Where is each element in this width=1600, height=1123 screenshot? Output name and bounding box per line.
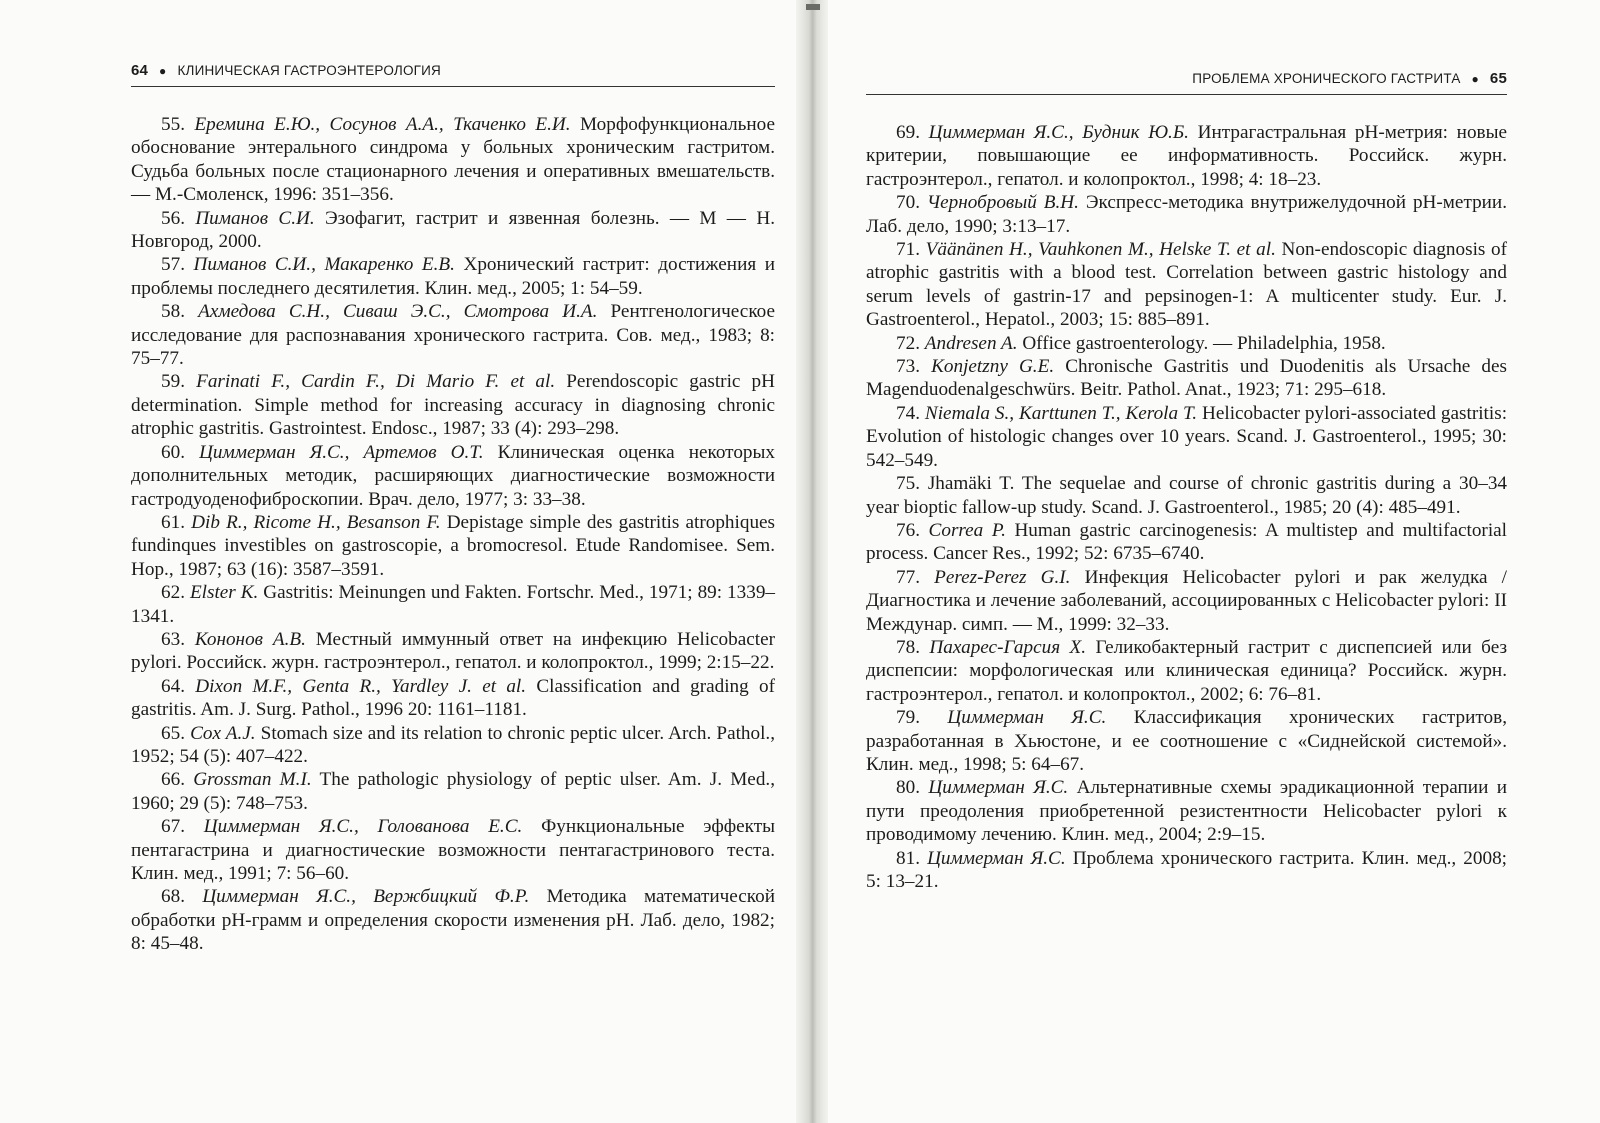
- reference-text: Методика математической обработки pH-грамм и определения скорости изменения pH. Лаб. дело, 1982; 8: 45–48.: [131, 886, 776, 955]
- reference-number: 73.: [896, 356, 920, 378]
- reference-text: Эзофагит, гастрит и язвенная болезнь. — М — Н. Новгород, 2000.: [131, 207, 775, 253]
- reference-text: Chronische Gastritis und Duodenitis als Ursache des Magenduodenalgeschwürs. Beitr. Pathol. Anat., 1923; 71: 295–618.: [866, 356, 1507, 401]
- reference-item: [866, 191, 1507, 238]
- reference-number: 71.: [896, 239, 920, 261]
- reference-text: Хронический гастрит: достижения и проблемы последнего десятилетия. Клин. мед., 2005; 1: 54–59.: [131, 254, 775, 299]
- reference-number: 68.: [161, 886, 185, 908]
- reference-authors: Elster K.: [189, 582, 259, 604]
- bullet-separator: ●: [159, 64, 167, 78]
- reference-authors: Perez-Perez G.I.: [934, 566, 1071, 588]
- reference-authors: Konjetzny G.E.: [931, 356, 1055, 378]
- reference-text: Экспресс-методика внутрижелудочной pH-метрии. Лаб. дело, 1990; 3:13–17.: [866, 192, 1507, 237]
- reference-item: [131, 675, 775, 722]
- reference-authors: Пахарес-Гарсия Х.: [929, 636, 1087, 658]
- reference-number: 66.: [161, 769, 185, 791]
- reference-item: [131, 722, 775, 769]
- reference-authors: Циммерман Я.С.: [947, 707, 1107, 729]
- reference-text: Stomach size and its relation to chronic peptic ulcer. Arch. Pathol., 1952; 54 (5): 407–422.: [131, 722, 776, 767]
- reference-text: Jhamäki T. The sequelae and course of chronic gastritis during a 30–34 year bioptic fallow-up study. Scand. J. Gastroenterol., 1985; 20 (4): 485–491.: [866, 473, 1508, 518]
- reference-number: 70.: [896, 192, 920, 214]
- reference-authors: Cox A.J.: [190, 722, 256, 744]
- reference-text: Office gastroenterology. — Philadelphia, 1958.: [1022, 332, 1386, 354]
- reference-item: [866, 238, 1507, 332]
- reference-text: Местный иммунный ответ на инфекцию Helicobacter pylori. Российск. журн. гастроэнтерол., гепатол. и колопроктол., 1999; 2:15–22.: [131, 628, 776, 674]
- reference-item: [131, 113, 775, 207]
- reference-item: [131, 370, 775, 440]
- reference-item: [866, 519, 1507, 566]
- reference-text: Клиническая оценка некоторых дополнительных методик, расширяющих диагностические возможности гастродуоденофиброскопии. Врач. дело, 1977; 3: 33–38.: [131, 441, 775, 510]
- reference-number: 55.: [161, 114, 185, 135]
- reference-item: [131, 885, 775, 955]
- reference-authors: Циммерман Я.С., Вержбицкий Ф.Р.: [202, 886, 530, 908]
- reference-item: [131, 581, 775, 628]
- reference-authors: Correa P.: [928, 519, 1006, 541]
- reference-number: 62.: [161, 582, 185, 604]
- reference-text: Perendoscopic gastric pH determination. Simple method for increasing accuracy in diagnosing chronic atrophic gastritis. Gastrointest. Endosc., 1987; 33 (4): 293–298.: [131, 371, 775, 440]
- reference-authors: Niemala S., Karttunen T., Kerola T.: [924, 402, 1198, 424]
- right-page-header: [866, 70, 1507, 95]
- reference-number: 60.: [161, 441, 185, 463]
- reference-authors: Циммерман Я.С., Артемов О.Т.: [199, 441, 484, 463]
- reference-number: 81.: [896, 847, 920, 869]
- reference-text: The pathologic physiology of peptic ulser. Am. J. Med., 1960; 29 (5): 748–753.: [131, 769, 776, 814]
- left-page-header: [131, 62, 775, 87]
- reference-authors: Циммерман Я.С., Голованова Е.С.: [203, 816, 523, 838]
- reference-text: Non-endoscopic diagnosis of atrophic gastritis with a blood test. Correlation between gastric histology and serum levels of gastrin-17 and pepsinogen-1: A multicenter study. Eur. J. Gastroenterol., Hepatol., 2003; 15: 885–891.: [866, 239, 1507, 331]
- reference-number: 58.: [161, 301, 185, 323]
- reference-number: 59.: [161, 371, 185, 393]
- reference-authors: Циммерман Я.С.: [927, 847, 1066, 869]
- reference-text: Depistage simple des gastritis atrophiques fundinques investibles on gastroscopie, a bromocresol. Etude Randomisee. Sem. Hop., 1987; 63 (16): 3587–3591.: [131, 511, 776, 580]
- reference-number: 75.: [896, 473, 920, 495]
- reference-item: [866, 472, 1507, 519]
- reference-authors: Andresen A.: [924, 332, 1018, 354]
- reference-text: Проблема хронического гастрита. Клин. мед., 2008; 5: 13–21.: [866, 847, 1508, 892]
- reference-number: 74.: [896, 402, 920, 424]
- reference-item: [131, 207, 775, 254]
- reference-text: Classification and grading of gastritis. Am. J. Surg. Pathol., 1996 20: 1161–1181.: [131, 675, 775, 721]
- reference-item: [866, 636, 1507, 706]
- reference-number: 64.: [161, 675, 185, 697]
- reference-text: Морфофункциональное обоснование энтерального синдрома у больных хроническим гастритом. Судьба больных после стационарного лечения и оперативных вмешательств. — М.-Смоленск, 1996: 351–356.: [131, 114, 776, 206]
- reference-number: 80.: [896, 777, 920, 799]
- right-page-number: 65: [1489, 70, 1507, 87]
- reference-number: 56.: [161, 207, 185, 229]
- left-running-title: КЛИНИЧЕСКАЯ ГАСТРОЭНТЕРОЛОГИЯ: [177, 63, 442, 78]
- reference-authors: Väänänen H., Vauhkonen M., Helske T. et al.: [925, 239, 1276, 261]
- left-page-number: 64: [131, 62, 149, 79]
- reference-text: Инфекция Helicobacter pylori и рак желудка / Диагностика и лечение заболеваний, ассоциированных с Helicobacter pylori: II Междунар. симп. — М., 1999: 32–33.: [866, 566, 1507, 635]
- reference-authors: Farinati F., Cardin F., Di Mario F. et al.: [196, 371, 556, 393]
- bullet-separator: ●: [1471, 72, 1479, 86]
- reference-item: [866, 121, 1507, 191]
- left-reference-list: [131, 113, 775, 956]
- reference-authors: Пиманов С.И., Макаренко Е.В.: [193, 254, 455, 276]
- reference-item: [866, 566, 1507, 636]
- reference-item: [131, 815, 775, 885]
- book-gutter: [796, 0, 828, 1123]
- binding-mark: [806, 4, 820, 10]
- reference-number: 57.: [161, 254, 185, 276]
- reference-item: [866, 332, 1507, 355]
- reference-item: [866, 355, 1507, 402]
- reference-number: 76.: [896, 519, 920, 541]
- reference-number: 79.: [896, 707, 920, 729]
- reference-item: [131, 511, 775, 581]
- reference-text: Рентгенологическое исследование для распознавания хронического гастрита. Сов. мед., 1983; 8: 75–77.: [131, 301, 776, 370]
- reference-text: Классификация хронических гастритов, разработанная в Хьюстоне, и ее соотношение с «Сиднейской системой». Клин. мед., 1998; 5: 64–67.: [866, 707, 1507, 775]
- reference-text: Функциональные эффекты пентагастрина и диагностические возможности пентагастринового теста. Клин. мед., 1991; 7: 56–60.: [131, 816, 776, 884]
- reference-text: Helicobacter pylori-associated gastritis: Evolution of histologic changes over 10 years. Scand. J. Gastroenterol., 1995; 30: 542–549.: [866, 402, 1508, 471]
- reference-number: 72.: [896, 332, 920, 354]
- reference-item: [866, 402, 1507, 472]
- reference-authors: Dib R., Ricome H., Besanson F.: [191, 511, 441, 533]
- reference-text: Альтернативные схемы эрадикационной терапии и пути преодоления приобретенной резистентности Helicobacter pylori к проводимому лечению. Клин. мед., 2004; 2:9–15.: [866, 777, 1507, 846]
- reference-text: Интрагастральная pH-метрия: новые критерии, повышающие ее информативность. Российск. журн. гастроэнтерол., гепатол. и колопроктол., 1998; 4: 18–23.: [866, 122, 1508, 190]
- reference-item: [131, 253, 775, 300]
- right-reference-list: [866, 121, 1507, 893]
- reference-number: 67.: [161, 816, 185, 838]
- reference-authors: Пиманов С.И.: [195, 207, 315, 229]
- reference-item: [131, 768, 775, 815]
- reference-authors: Циммерман Я.С.: [928, 777, 1069, 799]
- reference-authors: Ахмедова С.Н., Сиваш Э.С., Смотрова И.А.: [198, 301, 598, 323]
- reference-text: Human gastric carcinogenesis: A multistep and multifactorial process. Cancer Res., 1992; 52: 6735–6740.: [866, 519, 1507, 565]
- reference-authors: Еремина Е.Ю., Сосунов А.А., Ткаченко Е.И.: [194, 114, 571, 135]
- reference-authors: Кононов А.В.: [194, 628, 306, 650]
- reference-number: 78.: [896, 636, 920, 658]
- reference-number: 63.: [161, 628, 185, 650]
- reference-item: [866, 847, 1507, 894]
- reference-authors: Циммерман Я.С., Будник Ю.Б.: [928, 122, 1189, 143]
- right-running-title: ПРОБЛЕМА ХРОНИЧЕСКОГО ГАСТРИТА: [1192, 71, 1461, 86]
- reference-item: [131, 441, 775, 511]
- reference-number: 77.: [896, 566, 920, 588]
- reference-item: [866, 706, 1507, 776]
- reference-authors: Grossman M.I.: [193, 769, 312, 791]
- reference-item: [131, 300, 775, 370]
- reference-text: Gastritis: Meinungen und Fakten. Fortschr. Med., 1971; 89: 1339–1341.: [131, 582, 776, 627]
- reference-number: 65.: [161, 722, 185, 744]
- reference-authors: Dixon M.F., Genta R., Yardley J. et al.: [195, 675, 527, 697]
- reference-number: 69.: [896, 122, 920, 143]
- reference-text: Геликобактерный гастрит с диспепсией или без диспепсии: морфологическая или клиническая единица? Российск. журн. гастроэнтерол., гепатол. и колопроктол., 2002; 6: 76–81.: [866, 636, 1508, 705]
- reference-number: 61.: [161, 511, 185, 533]
- reference-item: [866, 776, 1507, 846]
- reference-authors: Чернобровый В.Н.: [926, 192, 1079, 214]
- reference-item: [131, 628, 775, 675]
